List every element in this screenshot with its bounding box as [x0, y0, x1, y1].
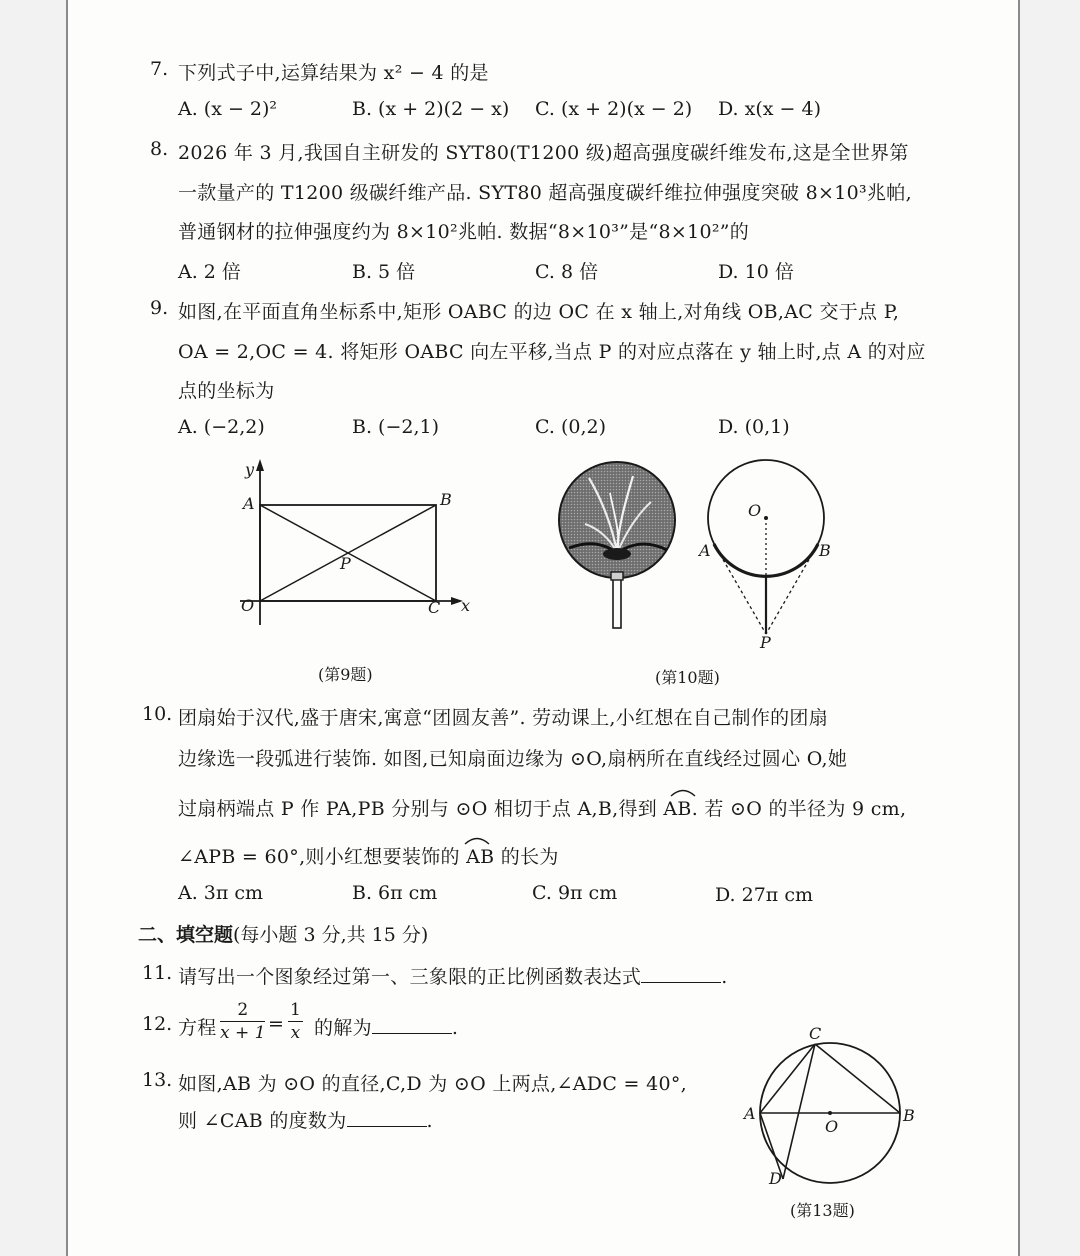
q9-line-2: OA = 2,OC = 4. 将矩形 OABC 向左平移,当点 P 的对应点落在 y 轴上时,点 A 的对应 [178, 341, 926, 363]
label-o: O [748, 501, 762, 520]
q11-stem [178, 962, 728, 989]
q12-frac2-denominator: x [290, 1023, 301, 1043]
q12-frac2-numerator: 1 [290, 1000, 301, 1020]
q10-option-b: B. 6π cm [352, 882, 438, 904]
section-fill-in-heading [138, 920, 428, 947]
q8-line-2: 一款量产的 T1200 级碳纤维产品. SYT80 超高强度碳纤维拉伸强度突破 8×10³兆帕, [178, 182, 912, 204]
q10-line-1: 团扇始于汉代,盛于唐宋,寓意“团圆友善”. 劳动课上,小红想在自己制作的团扇 [178, 707, 829, 729]
figure-q13-circle [735, 1022, 925, 1192]
q10-line-4: ∠APB = 60°,则小红想要装饰的 AB 的长为 [178, 846, 559, 868]
q10-figure-caption: (第10题) [655, 668, 720, 687]
q9-option-b: B. (−2,1) [352, 416, 440, 438]
q13-end: . [426, 1110, 433, 1132]
q9-line-3: 点的坐标为 [178, 380, 275, 402]
q8-option-b: B. 5 倍 [352, 261, 416, 283]
q12-answer-blank[interactable] [372, 1015, 452, 1034]
label-y: y [245, 460, 255, 479]
q9-number: 9. [150, 297, 169, 319]
label-a: A [699, 541, 711, 560]
q10-option-c: C. 9π cm [532, 882, 618, 904]
chord-cb [815, 1044, 900, 1113]
label-b: B [819, 541, 831, 560]
q8-option-c: C. 8 倍 [535, 261, 599, 283]
figure-q9-rectangle [225, 455, 485, 635]
q9-line-1: 如图,在平面直角坐标系中,矩形 OABC 的边 OC 在 x 轴上,对角线 OB,AC 交于点 P, [178, 301, 900, 323]
q12-equals: = [268, 1013, 285, 1035]
q9-figure-caption: (第9题) [318, 665, 373, 684]
q10-option-d: D. 27π cm [715, 884, 813, 906]
label-a: A [744, 1104, 756, 1123]
q12-fraction-right [288, 1000, 303, 1043]
q12-fraction-left [220, 1000, 265, 1043]
arc-mark-line4 [463, 835, 491, 845]
q7-option-d: D. x(x − 4) [718, 98, 821, 120]
label-b: B [903, 1106, 915, 1125]
figure-q10-tangents [698, 458, 838, 653]
q7-option-b: B. (x + 2)(2 − x) [352, 98, 510, 120]
q13-answer-blank[interactable] [347, 1108, 427, 1127]
q10-line-3: 过扇柄端点 P 作 PA,PB 分别与 ⊙O 相切于点 A,B,得到 AB. 若 ⊙O 的半径为 9 cm, [178, 798, 907, 820]
label-a: A [243, 494, 255, 513]
q12-frac1-denominator: x + 1 [220, 1023, 266, 1043]
q12-frac1-numerator: 2 [220, 1000, 265, 1022]
q7-number: 7. [150, 58, 169, 80]
section-note: (每小题 3 分,共 15 分) [233, 924, 429, 946]
q12-end: . [451, 1017, 459, 1039]
label-p: P [340, 554, 351, 573]
q13-line-2 [178, 1106, 433, 1133]
q7-stem: 下列式子中,运算结果为 x² − 4 的是 [178, 62, 489, 84]
q11-number: 11. [142, 962, 173, 984]
q13-number: 13. [142, 1069, 173, 1091]
label-x: x [461, 596, 471, 615]
q13-line-2-text: 则 ∠CAB 的度数为 [178, 1110, 347, 1132]
q12-number: 12. [142, 1013, 173, 1035]
y-axis-arrow [256, 459, 264, 471]
q8-number: 8. [150, 138, 169, 160]
q11-end: . [721, 966, 728, 988]
q11-text: 请写出一个图象经过第一、三象限的正比例函数表达式 [178, 966, 642, 988]
label-o: O [825, 1117, 839, 1136]
q13-figure-caption: (第13题) [790, 1201, 855, 1220]
q12-suffix-wrap [314, 1013, 458, 1040]
q12-prefix: 方程 [178, 1017, 217, 1039]
q8-option-d: D. 10 倍 [718, 261, 794, 283]
q10-option-a: A. 3π cm [178, 882, 264, 904]
q7-option-c: C. (x + 2)(x − 2) [535, 98, 693, 120]
arc-mark-line3 [669, 787, 697, 797]
q12-suffix: 的解为 [314, 1017, 372, 1039]
q13-line-1: 如图,AB 为 ⊙O 的直径,C,D 为 ⊙O 上两点,∠ADC = 40°, [178, 1073, 687, 1095]
q10-number: 10. [142, 703, 173, 725]
q9-option-c: C. (0,2) [535, 416, 606, 438]
q7-option-a: A. (x − 2)² [178, 98, 278, 120]
label-d: D [769, 1169, 782, 1188]
q10-line-2: 边缘选一段弧进行装饰. 如图,已知扇面边缘为 ⊙O,扇柄所在直线经过圆心 O,她 [178, 748, 848, 770]
label-c: C [428, 598, 441, 617]
label-o: O [241, 596, 255, 615]
label-p: P [760, 633, 771, 652]
q9-option-d: D. (0,1) [718, 416, 790, 438]
label-c: C [809, 1024, 822, 1043]
q11-answer-blank[interactable] [641, 964, 721, 983]
q9-option-a: A. (−2,2) [178, 416, 265, 438]
q8-option-a: A. 2 倍 [178, 261, 241, 283]
round-fan-picture [555, 458, 680, 633]
q8-line-1: 2026 年 3 月,我国自主研发的 SYT80(T1200 级)超高强度碳纤维发布,这是全世界第 [178, 142, 909, 164]
label-b: B [440, 490, 452, 509]
q8-line-3: 普通钢材的拉伸强度约为 8×10²兆帕. 数据“8×10³”是“8×10²”的 [178, 221, 750, 243]
section-title: 二、填空题 [138, 924, 234, 946]
